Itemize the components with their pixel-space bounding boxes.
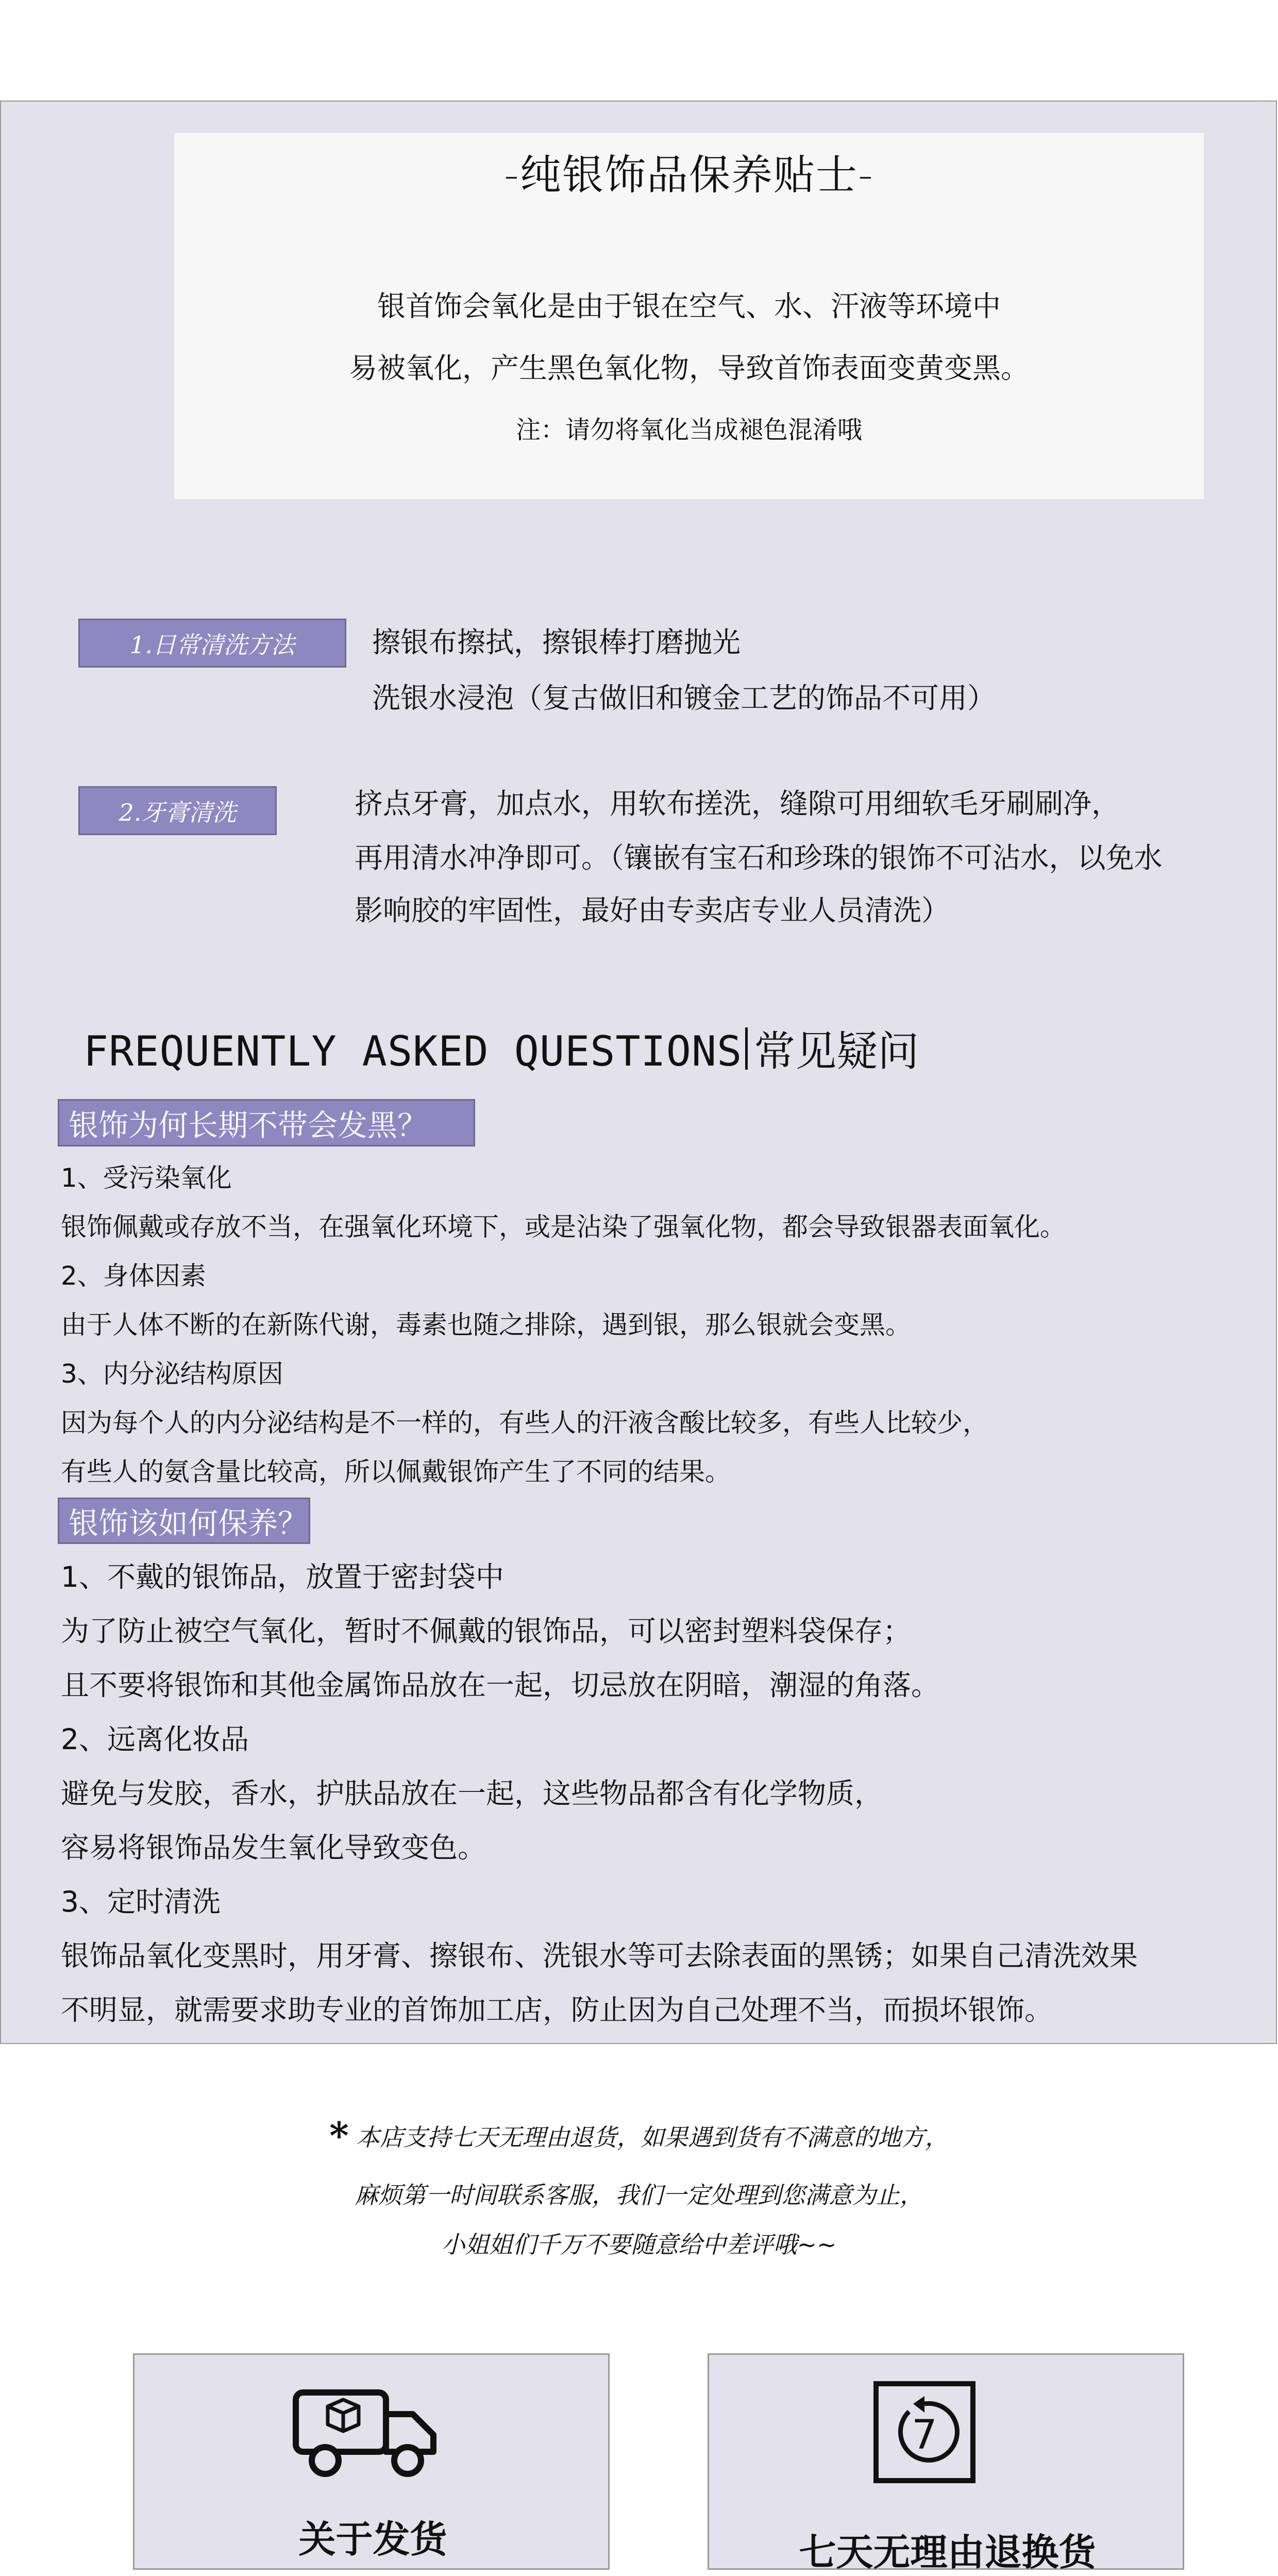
method-toothpaste-line-3: 影响胶的牢固性，最好由专卖店专业人员清洗） — [355, 894, 950, 927]
faq-q2-line-1: 1、不戴的银饰品，放置于密封袋中 — [61, 1560, 504, 1593]
faq-q2-line-6: 容易将银饰品发生氧化导致变色。 — [61, 1831, 486, 1864]
faq-q1-line-7: 有些人的氨含量比较高，所以佩戴银饰产生了不同的结果。 — [61, 1457, 731, 1487]
method-toothpaste-line-2: 再用清水冲净即可。（镶嵌有宝石和珍珠的银饰不可沾水，以免水 — [355, 841, 1163, 874]
faq-q1-line-1: 1、受污染氧化 — [61, 1163, 232, 1193]
heading-divider — [745, 1027, 748, 1070]
faq-q2-line-5: 避免与发胶，香水，护肤品放在一起，这些物品都含有化学物质， — [61, 1777, 883, 1810]
shipping-info-card[interactable] — [133, 2353, 610, 2570]
faq-q1-line-5: 3、内分泌结构原因 — [61, 1359, 283, 1389]
faq-q2-line-3: 且不要将银饰和其他金属饰品放在一起，切忌放在阴暗，潮湿的角落。 — [61, 1669, 940, 1702]
method-daily-line-2: 洗银水浸泡（复古做旧和镀金工艺的饰品不可用） — [372, 682, 996, 714]
seven-day-return-icon — [873, 2381, 976, 2484]
seven-digit: 7 — [912, 2412, 937, 2458]
faq-heading-cn: 常见疑问 — [754, 1027, 919, 1075]
faq-q2-line-9: 不明显，就需要求助专业的首饰加工店，防止因为自己处理不当，而损坏银饰。 — [61, 1993, 1053, 2026]
faq-q2-line-2: 为了防止被空气氧化，暂时不佩戴的银饰品，可以密封塑料袋保存； — [61, 1615, 912, 1648]
shipping-label: 关于发货 — [298, 2518, 447, 2561]
method-tag-daily: 1.日常清洗方法 — [78, 619, 346, 668]
delivery-truck-icon — [292, 2383, 441, 2481]
store-note-line-1: * 本店支持七天无理由退货，如果遇到货有不满意的地方， — [329, 2114, 949, 2157]
store-note-line-2: 麻烦第一时间联系客服，我们一定处理到您满意为止， — [355, 2181, 923, 2209]
faq-heading — [83, 1018, 919, 1077]
method-toothpaste-line-1: 挤点牙膏，加点水，用软布搓洗，缝隙可用细软毛牙刷刷净， — [355, 787, 1120, 820]
method-daily-line-1: 擦银布擦拭，擦银棒打磨抛光 — [372, 626, 741, 659]
return-policy-label: 七天无理由退换货 — [799, 2531, 1096, 2574]
tips-title: -纯银饰品保养贴士- — [504, 151, 874, 199]
faq-q2-line-8: 银饰品氧化变黑时，用牙膏、擦银布、洗银水等可去除表面的黑锈；如果自己清洗效果 — [61, 1939, 1138, 1972]
tips-line-1: 银首饰会氧化是由于银在空气、水、汗液等环境中 — [377, 290, 1001, 323]
faq-heading-en: FREQUENTLY ASKED QUESTIONS — [83, 1027, 743, 1075]
faq-q1-line-3: 2、身体因素 — [61, 1261, 206, 1291]
faq-q2-line-7: 3、定时清洗 — [61, 1885, 221, 1918]
faq-question-2: 银饰该如何保养？ — [58, 1498, 310, 1544]
tips-line-2: 易被氧化，产生黑色氧化物，导致首饰表面变黄变黑。 — [348, 352, 1029, 385]
method-tag-toothpaste: 2.牙膏清洗 — [78, 786, 277, 835]
tips-note: 注：请勿将氧化当成褪色混淆哦 — [515, 416, 862, 444]
faq-q1-line-2: 银饰佩戴或存放不当，在强氧化环境下，或是沾染了强氧化物，都会导致银器表面氧化。 — [61, 1212, 1066, 1242]
faq-q2-line-4: 2、远离化妆品 — [61, 1723, 249, 1756]
star-icon: * — [329, 2114, 349, 2157]
store-note-line-3: 小姐姐们千万不要随意给中差评哦~~ — [441, 2231, 837, 2258]
faq-q1-line-6: 因为每个人的内分泌结构是不一样的，有些人的汗液含酸比较多，有些人比较少， — [61, 1408, 988, 1438]
return-policy-card[interactable] — [708, 2353, 1184, 2574]
faq-question-1: 银饰为何长期不带会发黑？ — [58, 1099, 475, 1146]
faq-q1-line-4: 由于人体不断的在新陈代谢，毒素也随之排除，遇到银，那么银就会变黑。 — [61, 1310, 911, 1340]
